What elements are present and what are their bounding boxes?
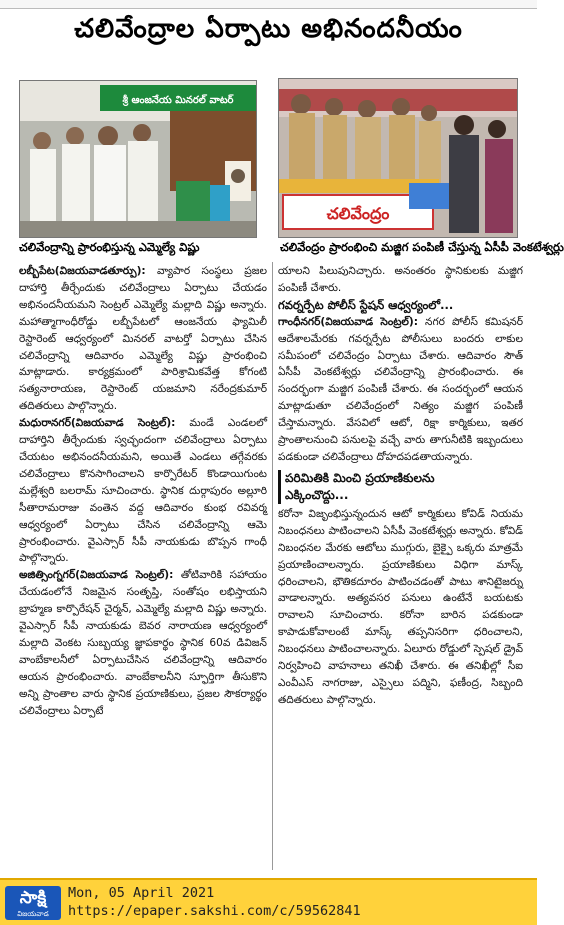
epaper-url[interactable]: https://epaper.sakshi.com/c/59562841 (68, 903, 361, 919)
epaper-footer (0, 878, 537, 925)
publish-date: Mon, 05 April 2021 (68, 885, 215, 901)
left-paragraph-2 (19, 415, 267, 567)
photo-right-banner: చలివేంద్రం (326, 204, 390, 223)
left-paragraph-1 (19, 263, 267, 415)
right-paragraph-2 (278, 314, 523, 466)
left-paragraph-2-body: మండే ఎండలలో దాహార్తిని తీర్చేందుకు స్వచ్ఛందంగా చలివేంద్రాలు ఏర్పాటు చేయటం అభినందనీయమని, అయితే ఎండలు తగ్గేవరకు చలివేంద్రాలు కొనసాగించాలని కార్పొరేటర్ కొండాయిగుంట మల్లేశ్వరి బలరామ్ సూచించారు. స్థానిక దుర్గాపురం అల్లూరి సీతారామరాజు వంతెన వద్ద ఆదివారం కుంభ రవివర్మ ఆధ్వర్యంలో ఏర్పాటు చేసిన చలివేంద్రాన్ని ఆమె ప్రారంభించారు. వైఎస్సార్ సీపీ నాయకుడు బొప్పన గాంధీ పాల్గొన్నారు. (19, 417, 267, 565)
dateline-madhuranagar: మధురానగర్(విజయవాడ సెంట్రల్): (19, 417, 176, 430)
photo-left (19, 80, 257, 238)
right-paragraph-2-body: నగర పోలీస్ కమిషనర్ ఆదేశాలమేరకు గవర్నర్పేట పోలీసులు బందరు లాకుల సమీపంలో చలివేంద్రం ఏర్పాటు చేశారు. ఆదివారం సౌత్ ఏసీపీ వెంకటేశ్వర్లు చలివేంద్రాన్ని ప్రారంభించారు. ఈ సందర్భంగా మజ్జిగ పంపిణీ చేశారు. ఈ సందర్భంలో ఆయన మాట్లాడుతూ చలివేంద్రంలో నిత్యం మజ్జిగ పంపిణీ చేస్తామన్నారు. వేసవిలో ఆటో, రిక్షా కార్మికులు, ఇతర ప్రాంతాలనుంచి పనులపై వచ్చే వారు తాగునీటికి ఇబ్బందులు పడకుండా చలివేంద్రాలు దోహదపడతాయన్నారు. (278, 315, 523, 463)
column-divider (272, 262, 273, 870)
dateline-labbipeta: లబ్బీపేట(విజయవాడతూర్పు): (19, 265, 146, 277)
photo-left-image (20, 81, 256, 237)
photo-right (278, 78, 518, 238)
left-paragraph-3 (19, 567, 267, 719)
logo-text: సాక్షి (19, 888, 47, 908)
box-heading-line-2: ఎక్కించొద్దు... (285, 487, 349, 502)
right-paragraph-3: కరోనా విజృంభిస్తున్నందున ఆటో కార్మికులు కోవిడ్ నియమ నిబంధనలు పాటించాలని ఏసీపీ వెంకటేశ్వర్లు అన్నారు. కోవిడ్ నిబంధనల మేరకు ఆటోలు ముగ్గురు, బైక్పై ఒక్కరు మాత్రమే ప్రయాణించాలన్నారు. ప్రయాణికులు విధిగా మాస్క్ ధరించాలని, భౌతికదూరం పాటించడంతో పాటు శానిటైజర్ను వాడాలన్నారు. అత్యవసర పనులు ఉంటేనే బయటకు రావాలని సూచించారు. కరోనా బారిన పడకుండా కాపాడుకోవాలంటే మాస్క్ తప్పనిసరిగా ధరించాలని, నిబంధనలు పాటించాలన్నారు. ఏలూరు రోడ్డులో స్పెషల్ డ్రైవ్ నిర్వహించి వాహనాలు తనిఖీ చేశారు. ఈ తనిఖీల్లో సీఐ ఎంవీఎస్ నాగరాజు, ఎస్సైలు పద్మిని, ఫణీంద్ర, సిబ్బంది తదితరులు పాల్గొన్నారు. (278, 507, 523, 706)
previous-article-edge (0, 0, 537, 9)
left-paragraph-1-body: వ్యాపార సంస్థలు ప్రజల దాహార్తి తీర్చేందుకు చలివేంద్రాలు ఏర్పాటు చేయడం అభినందనీయమని సెంట్రల్ ఎమ్మెల్యే మల్లాది విష్ణు అన్నారు. మహాత్మాగాంధీరోడ్డు లబ్బీపేటలో ఆంజనేయ ఫ్యామిలీ రెస్టారెంట్ ఆధ్వర్యంలో మినరల్ వాటర్తో ఏర్పాటు చేసిన చలివేంద్రాన్ని ఆదివారం ఎమ్మెల్యే విష్ణు ప్రారంభించి మాట్లాడారు. కార్యక్రమంలో పారిశ్రామికవేత్త కోగంటి సత్యనారాయణ, రెస్టారెంట్ యజమాని నరేంద్రకుమార్ తదితరులు పాల్గొన్నారు. (19, 265, 267, 413)
logo-edition: విజయవాడ (17, 910, 49, 918)
sakshi-logo (5, 886, 61, 920)
box-heading (278, 470, 523, 504)
caption-right: చలివేంద్రం ప్రారంభించి మజ్జిగ పంపిణీ చేస్తున్న ఏసీపీ వెంకటేశ్వర్లు (280, 240, 564, 254)
right-column (278, 263, 523, 868)
dateline-gandhinagar: గాంధీనగర్(విజయవాడ సెంట్రల్): (278, 315, 418, 328)
article-headline: చలివేంద్రాల ఏర్పాటు అభినందనీయం (74, 14, 463, 44)
box-heading-line-1: పరిమితికి మించి ప్రయాణికులను (285, 470, 435, 485)
photo-right-image (279, 79, 517, 237)
dateline-ajithsinghnagar: అజిత్సింగ్నగర్(విజయవాడ సెంట్రల్): (19, 569, 174, 582)
right-subheading: గవర్నర్పేట పోలీస్ స్టేషన్ ఆధ్వర్యంలో... (278, 297, 454, 312)
left-paragraph-3-body: తోటివారికి సహాయం చేయడంలోనే నిజమైన సంతృప్తి, సంతోషం లభిస్తాయని బ్రాహ్మణ కార్పొరేషన్ చైర్మన్, ఎమ్మెల్యే మల్లాది విష్ణు అన్నారు. వైఎస్సార్ సీపీ నాయకుడు బెవర నారాయణ ఆధ్వర్యంలో మల్లాది వెంకట సుబ్బయ్య జ్ఞాపకార్థం స్థానిక 60వ డివిజన్ వాంబేకాలనీలో ఏర్పాటుచేసిన చలివేంద్రాన్ని ఆదివారం ఆయన ప్రారంభించారు. వాంబేకాలనీని స్ఫూర్తిగా తీసుకొని అన్ని ప్రాంతాల వారు స్థానిక ప్రయాణికులు, ప్రజల సౌకర్యార్థం చలివేంద్రాలు ఏర్పాటే (19, 569, 268, 717)
caption-left: చలివేంద్రాన్ని ప్రారంభిస్తున్న ఎమ్మెల్యే విష్ణు (19, 240, 200, 254)
left-column (19, 263, 267, 868)
right-paragraph-1: యాలని పిలుపునిచ్చారు. అనంతరం స్థానికులకు మజ్జిగ పంపిణీ చేశారు. (278, 265, 523, 294)
photo-left-banner: శ్రీ ఆంజనేయ మినరల్ వాటర్ (122, 95, 234, 106)
